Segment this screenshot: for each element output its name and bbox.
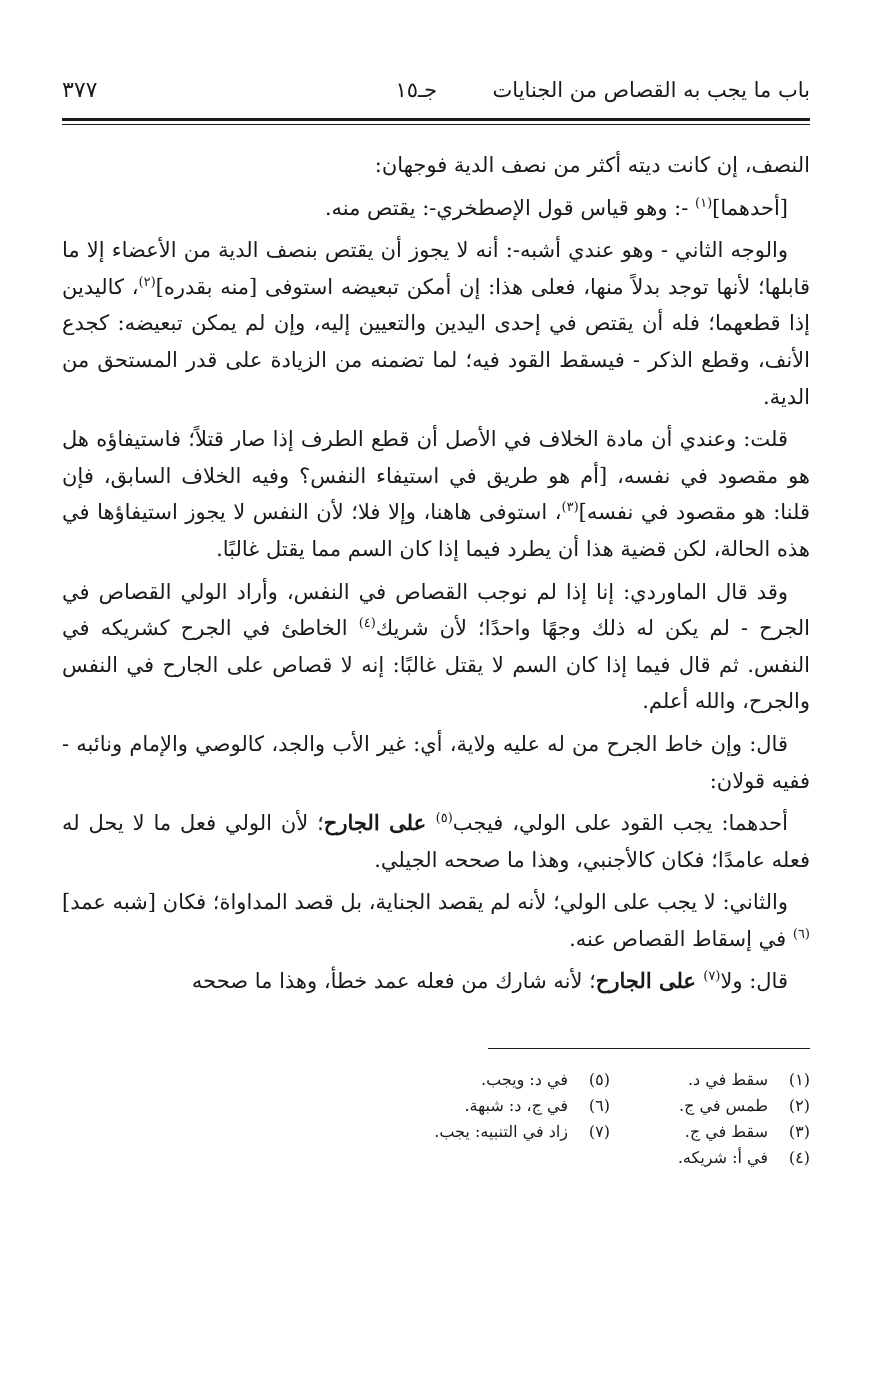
bold-phrase: على الجارح xyxy=(595,968,704,994)
header-title-group xyxy=(395,78,810,102)
footnote-ref[interactable]: (٣) xyxy=(561,500,579,516)
paragraph-text: وقد قال الماوردي: إنا إذا لم نوجب القصاص في النفس، وأراد الولي القصاص في الجرح - لم يكن له ذلك وجهًا واحدًا؛ لأن شريك xyxy=(62,579,810,641)
footnote-ref[interactable]: (٤) xyxy=(358,616,376,632)
paragraph: قال: وإن خاط الجرح من له عليه ولاية، أي: غير الأب والجد، كالوصي والإمام ونائبه - ففيه قولان: xyxy=(62,731,810,793)
footnote-text: في د: ويجب. xyxy=(481,1070,568,1090)
footnote-text: في أ: شريكه. xyxy=(677,1148,768,1168)
footnote-number: (٥) xyxy=(588,1070,610,1090)
paragraph-text: ، كاليدين إذا قطعهما؛ فله أن يقتص في إحدى اليدين والتعيين إليه، وإن لم يمكن تبعيضه: كجدع الأنف، وقطع الذكر - فيسقط القود فيه؛ لما تضمنه من الزيادة على قدر المستحق من الدية. xyxy=(62,274,810,409)
footnote-item xyxy=(410,1093,610,1119)
footnote-text: سقط في ج. xyxy=(684,1122,768,1142)
footnote-ref[interactable]: (٦) xyxy=(792,926,810,942)
paragraph xyxy=(62,232,810,415)
paragraph-text: في إسقاط القصاص عنه. xyxy=(569,926,793,951)
footnote-ref[interactable]: (٢) xyxy=(138,274,156,290)
footnote-ref[interactable]: (٧) xyxy=(703,969,721,985)
footnote-item xyxy=(610,1119,810,1145)
footnote-number: (٧) xyxy=(588,1122,610,1142)
footnote-item xyxy=(610,1145,810,1171)
paragraph-text: قال: ولا xyxy=(720,969,788,994)
main-text xyxy=(62,147,810,1000)
paragraph xyxy=(62,963,810,1000)
footnote-ref[interactable]: (١) xyxy=(695,195,713,211)
paragraph-text: أحدهما: يجب القود على الولي، فيجب xyxy=(452,811,788,836)
page-header xyxy=(62,78,810,116)
paragraph: النصف، إن كانت ديته أكثر من نصف الدية فوجهان: xyxy=(374,153,810,177)
paragraph-text: قلت: وعندي أن مادة الخلاف في الأصل أن قطع الطرف إذا صار قتلاً؛ فاستيفاؤه هل هو مقصود في نفسه، [أم هو طريق في استيفاء النفس؟ وفيه الخلاف السابق، فإن قلنا: هو مقصود في نفسه] xyxy=(62,427,810,525)
footnote-number: (٤) xyxy=(788,1148,810,1168)
paragraph xyxy=(62,190,810,227)
paragraph xyxy=(62,574,810,720)
paragraph-text: [أحدهما] xyxy=(712,195,788,220)
footnotes xyxy=(62,1067,810,1171)
paragraph-text: ؛ لأن الولي فعل ما لا يحل له فعله عامدًا؛ فكان كالأجنبي، وهذا ما صححه الجيلي. xyxy=(62,811,810,872)
paragraph xyxy=(62,805,810,878)
paragraph-text: والثاني: لا يجب على الولي؛ لأنه لم يقصد الجناية، بل قصد المداواة؛ فكان [شبه عمد] xyxy=(62,890,788,915)
footnote-column-right xyxy=(610,1067,810,1171)
book-page xyxy=(62,78,810,1171)
footnote-ref[interactable]: (٥) xyxy=(435,811,453,827)
footnote-item xyxy=(410,1067,610,1093)
paragraph xyxy=(62,884,810,957)
footnote-separator xyxy=(488,1048,810,1049)
paragraph-text: -: وهو قياس قول الإصطخري-: يقتص منه. xyxy=(324,195,696,220)
header-rule-thin xyxy=(62,124,810,125)
footnote-column-left xyxy=(410,1067,610,1171)
footnote-number: (٢) xyxy=(788,1096,810,1116)
footnote-text: زاد في التنبيه: يجب. xyxy=(434,1122,568,1142)
footnote-number: (٣) xyxy=(788,1122,810,1142)
paragraph xyxy=(62,421,810,567)
paragraph-text: الخاطئ في الجرح كشريكه في النفس. ثم قال فيما إذا كان السم لا يقتل غالبًا: إنه لا قصاص على الجارح في النفس والجرح، والله أعلم. xyxy=(62,616,810,714)
footnote-item xyxy=(610,1093,810,1119)
footnote-text: طمس في ج. xyxy=(679,1096,768,1116)
bold-phrase: على الجارح xyxy=(323,810,436,836)
paragraph-text: والوجه الثاني - وهو عندي أشبه-: أنه لا يجوز أن يقتص بنصف الدية من الأعضاء إلا ما قابلها؛ لأنها توجد بدلاً منها، فعلى هذا: إن أمكن تبعيضه استوفى [منه بقدره] xyxy=(62,238,810,299)
volume-label: جـ١٥ xyxy=(395,78,438,102)
footnote-item xyxy=(610,1067,810,1093)
header-rule-thick xyxy=(62,118,810,121)
footnote-number: (١) xyxy=(788,1070,810,1090)
paragraph-text: ، استوفى هاهنا، وإلا فلا؛ لأن النفس لا يجوز استيفاؤها في هذه الحالة، لكن قضية هذا أن يطرد فيما إذا كان السم مما يقتل غالبًا. xyxy=(62,500,810,561)
paragraph-text: ؛ لأنه شارك من فعله عمد خطأ، وهذا ما صححه xyxy=(191,969,596,994)
footnote-text: في ج، د: شبهة. xyxy=(464,1096,568,1116)
footnote-item xyxy=(410,1119,610,1145)
running-title: باب ما يجب به القصاص من الجنايات xyxy=(492,78,810,102)
footnote-text: سقط في د. xyxy=(687,1070,768,1090)
page-number: ٣٧٧ xyxy=(62,78,98,103)
footnote-number: (٦) xyxy=(588,1096,610,1116)
